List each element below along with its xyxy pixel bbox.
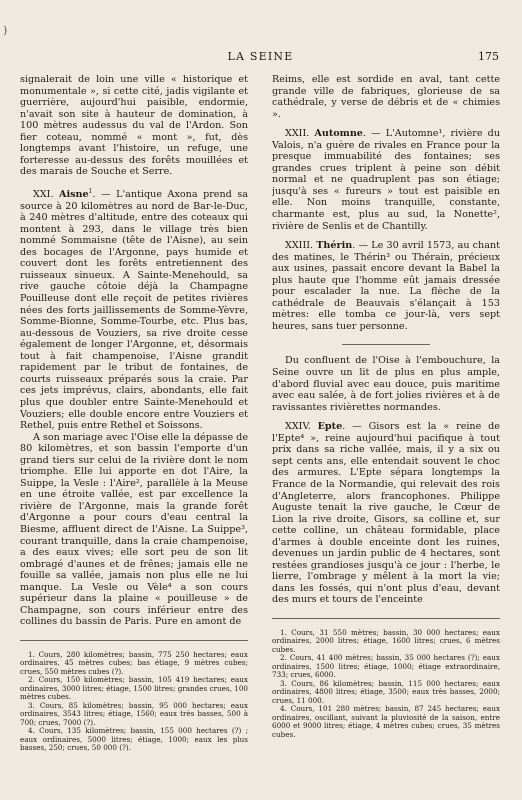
footnote: 4. Cours, 135 kilomètres; bassin, 155 000 hectares (?) ; eaux ordinaires, 5000 litres; étiage, 1000; eaux les plus basses, 250; crues, 50 000 (?). xyxy=(20,726,248,753)
paragraph: Du confluent de l'Oise à l'embouchure, la Seine ouvre un lit de plus en plus ample, d'abord fluvial avec eau douce, puis maritime avec eau salée, à de fort jolies rivières et à de ravissantes rivièrettes normandes. xyxy=(272,355,500,413)
page-number: 175 xyxy=(478,50,499,63)
footnote: 3. Cours, 85 kilomètres; bassin, 95 000 hectares; eaux ordinaires, 3543 litres; étiage, 1560; eaux très basses, 500 à 700; crues, 7000 (?). xyxy=(20,700,248,727)
paragraph: Reims, elle est sordide en aval, tant cette grande ville de fabriques, glorieuse de sa cathédrale, y verse de débris et de « chimies ». xyxy=(272,74,500,120)
section-text: . — L'antique Axona prend sa source à 20 kilomètres au nord de Bar-le-Duc, à 240 mètres d'altitude, entre des coteaux qui montent à 293, dans le village très bien nommé Sommaisne (tête de l'Aisne), au sein des bocages de l'Argonne, pays humide et couvert dont les forêts entretiennent des ruisseaux sinueux. A Sainte-Menehould, sa rive gauche côtoie déjà la Champagne Pouilleuse dont elle reçoit de petites rivières nées des forts jaillissements de Somme-Yèvre, Somme-Bionne, Somme-Tourbe, etc. Plus bas, au-dessous de Vouziers, sa rive droite cesse également de longer l'Argonne, et, désormais tout à fait champenoise, l'Aisne grandit rapidement par le tribut de fontaines, de courts ruisseaux préparés sous la craie. Par ces jets imprévus, clairs, abondants, elle fait plus que doubler entre Sainte-Menehould et Vouziers; elle double encore entre Vouziers et Rethel, puis entre Rethel et Soissons. xyxy=(20,189,248,432)
footnote: 2. Cours, 150 kilomètres; bassin, 105 419 hectares; eaux ordinaires, 3000 litres; étiage, 1500 litres; grandes crues, 100 mètres cubes. xyxy=(20,675,248,702)
section-heading: Automne xyxy=(314,128,363,140)
section-heading: Aisne xyxy=(59,189,89,201)
section-number: XXIV. xyxy=(285,421,311,433)
footnote-ref: 1 xyxy=(88,187,93,195)
footnote: 4. Cours, 101 280 mètres; bassin, 87 245 hectares; eaux ordinaires, oscillant, suivant la pluviosité de la saison, entre 6000 et 9000 litres; étiage, 4 mètres cubes; crues, 35 mètres cubes. xyxy=(272,704,500,739)
section-divider xyxy=(342,344,430,345)
section-text: . — L'Automne¹, rivière du Valois, n'a guère de rivales en France pour la presque immuabilité des fontaines; ses grandes crues triplent à peine son débit normal et ne quadruplent pas son étiage; jusqu'à ses « fureurs » tout est paisible en elle. Non moins tranquille, constante, charmante est, plus au sud, la Nonette², rivière de Senlis et de Chantilly. xyxy=(272,128,500,232)
footnote: 1. Cours, 280 kilomètres; bassin, 775 250 hectares; eaux ordinaires, 45 mètres cubes; bas étiage, 9 mètres cubes; crues, 550 mètres cubes (?). xyxy=(20,649,248,676)
footnote-divider xyxy=(20,640,248,641)
margin-mark: ) xyxy=(3,24,8,37)
section-heading: Thérin xyxy=(316,240,353,252)
section-number: XXI. xyxy=(33,189,54,201)
section-epte xyxy=(272,421,500,606)
section-text: . — Gisors est la « reine de l'Epte⁴ », reine aujourd'hui pacifique à tout prix dans sa riche vallée, mais, il y a six ou sept cents ans, elle entendait souvent le choc des armures. L'Epte sépara longtemps la France de la Normandie, qui relevait des rois d'Angleterre, alors francophones. Philippe Auguste tenait la rive gauche, le Cœur de Lion la rive droite, Gisors, sa colline et, sur cette colline, un château formidable, place d'armes à double enceinte dont les ruines, devenues un jardin public de 4 hectares, sont restées grandioses jusqu'à ce jour : l'herbe, le lierre, l'ombrage y mêlent à la mort la vie; dans les fossés, qui n'ont plus d'eau, devant des murs et tours de l'enceinte xyxy=(272,421,500,606)
footnote: 2. Cours, 41 400 mètres; bassin, 35 000 hectares (?); eaux ordinaires, 1500 litres; étiage, 1000; étiage extraordinaire, 733; crues, 6000. xyxy=(272,653,500,680)
running-title: LA SEINE xyxy=(227,50,294,63)
right-column xyxy=(272,74,500,784)
running-header xyxy=(22,50,499,64)
paragraph: signalerait de loin une ville « historique et monumentale », si cette cité, jadis vigilante et guerrière, aujourd'hui paisible, endormie, n'avait son site à hauteur de domination, à 100 mètres audessus du val de l'Ardon. Son fier coteau, nommé « mont », fut, dès longtemps avant l'histoire, un refuge, une forteresse au-dessus des forêts mouillées et des marais de Souche et Serre. xyxy=(20,74,248,178)
section-aisne xyxy=(20,186,248,432)
section-number: XXII. xyxy=(285,128,310,140)
left-column xyxy=(20,74,248,784)
footnote: 3. Cours, 86 kilomètres; bassin, 115 000 hectares; eaux ordinaires, 4800 litres; étiage, 3500; eaux très basses, 2000; crues, 11 000. xyxy=(272,678,500,705)
footnote: 1. Cours, 31 550 mètres; bassin, 30 000 hectares; eaux ordinaires, 2000 litres; étiage, 1600 litres; crues, 6 mètres cubes. xyxy=(272,627,500,654)
section-number: XXIII. xyxy=(285,240,314,252)
footnotes xyxy=(20,651,248,753)
footnote-divider xyxy=(272,618,500,619)
section-text: . — Le 30 avril 1573, au chant des matines, le Thérin³ ou Thérain, précieux aux usines, passait encore devant la Babel la plus haute que l'homme eût jamais dressée pour escalader la nue. La flèche de la cathédrale de Beauvais s'élançait à 153 mètres: elle tomba ce jour-là, vers sept heures, sans tuer personne. xyxy=(272,240,500,332)
paragraph: A son mariage avec l'Oise elle la dépasse de 80 kilomètres, et son bassin l'emporte d'un grand tiers sur celui de la rivière dont le nom triomphe. Elle lui apporte en dot l'Aire, la Suippe, la Vesle : l'Aire², parallèle à la Meuse en une étroite vallée, est par excellence la rivière de l'Argonne, mais la grande forêt d'Argonne a pour cours d'eau central la Biesme, affluent direct de l'Aisne. La Suippe³, courant tranquille, dans la craie champenoise, a des eaux vives; elle sort peu de son lit ombragé d'aunes et de frênes; jamais elle ne fouille sa vallée, jamais non plus elle ne lui manque. La Vesle ou Vèle⁴ a son cours supérieur dans la plaine « pouilleuse » de Champagne, son cours inférieur entre des collines du bassin de Paris. Pure en amont de xyxy=(20,431,248,628)
footnotes xyxy=(272,629,500,740)
section-heading: Epte xyxy=(317,421,343,433)
section-therin xyxy=(272,240,500,332)
section-automne xyxy=(272,128,500,232)
